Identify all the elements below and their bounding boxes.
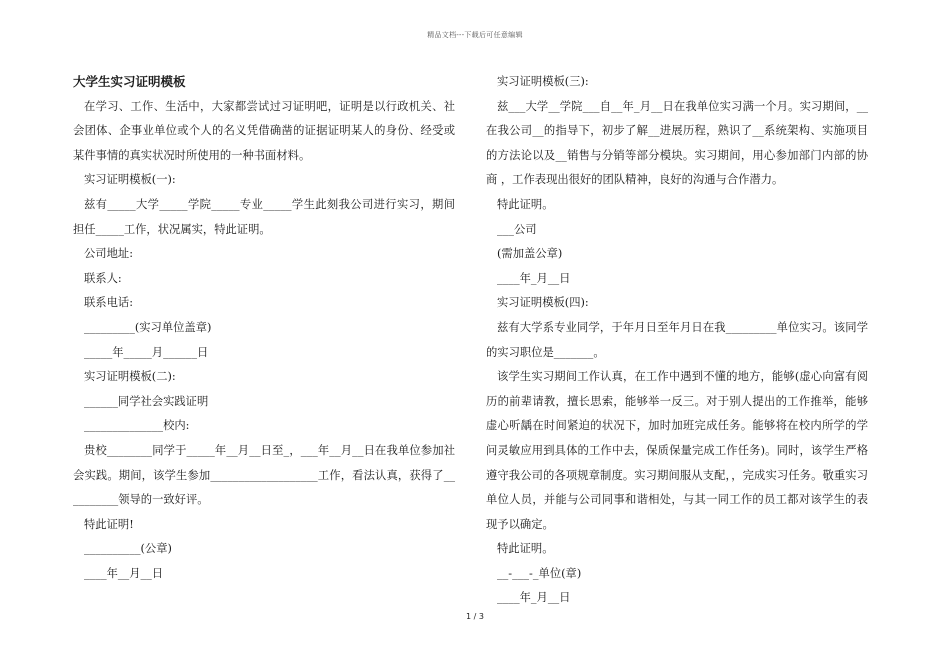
hereby-certify-line: 特此证明。 [497,197,554,211]
template-four-body: 该学生实习期间工作认真，在工作中遇到不懂的地方，能够(虚心向富有阅历的前辈请教，擅长思索，能够举一反三。对于别人提出的工作推举，能够虚心听龋在时间紧迫的状况下，加时加班完成任务。能够将在校内所学的学问灵敏应用到具体的工作中去，保质保量完成工作任务)。同时，该学生严格遵守我公司的各项规章制度。实习期间服从支配，，完成实习任务。敬重实习单位人员，并能与公司同事和谐相处，与其一同工作的员工都对该学生的表现予以确定。 [486,370,868,531]
date-line: ____年_月__日 [497,271,571,285]
template-one-heading: 实习证明模板(一): [84,173,176,187]
hereby-certify-line: 特此证明。 [497,542,554,556]
date-line: ____年__月__日 [84,566,164,580]
template-four-heading: 实习证明模板(四): [497,296,589,310]
date-line: ____年_月__日 [497,591,571,605]
template-three-heading: 实习证明模板(三): [497,75,589,88]
page-indicator: 1 / 3 [466,612,484,621]
template-one-body: 兹有_____大学_____学院_____专业_____学生此刻我公司进行实习，期间担任_____工作，状况属实，特此证明。 [73,197,455,236]
template-four-intro: 兹有大学系专业同学，于年月日至年月日在我_________单位实习。该同学的实习职位是_______。 [486,320,868,359]
practice-certificate-line: ______同学社会实践证明 [84,394,209,408]
school-salutation: ______________校内: [84,419,190,433]
right-column [486,70,868,611]
intro-paragraph: 在学习、工作、生活中，大家都尝试过习证明吧，证明是以行政机关、社会团体、企事业单位或个人的名义凭借确凿的证据证明某人的身份、经受或某件事情的真实状况时所使用的一种书面材料。 [73,99,455,162]
header-note: 精品文档---下载后可任意编辑 [427,31,523,39]
company-address-line: 公司地址: [84,247,133,261]
unit-seal-line: __-___-_单位(章) [497,566,582,580]
company-line: ___公司 [497,222,537,236]
seal-note-line: (需加盖公章) [497,247,563,261]
seal-line: _________(实习单位盖章) [84,320,212,334]
date-line: _____年_____月______日 [84,345,209,359]
template-two-heading: 实习证明模板(二): [84,370,176,384]
template-three-body: 兹___大学__学院___自__年_月__日在我单位实习满一个月。实习期间，__在我公司__的指导下，初步了解__进展历程，熟识了__系统架构、实施项目的方法论以及__销售与分销等部分模块。实习期间，用心参加部门内部的协商 ，工作表现出很好的团队精神，良好的沟通与合作潜力。 [486,99,868,187]
contact-person-line: 联系人: [84,271,122,285]
template-two-body: 贵校________同学于_____年__月__日至_，___年__月__日在我单位参加社会实践。期间，该学生参加___________________工作，看法认真，获得了__________领导的一致好评。 [73,443,455,507]
left-column [73,70,455,586]
official-seal-line: __________(公章) [84,542,172,556]
document-title: 大学生实习证明模板 [73,74,186,89]
contact-phone-line: 联系电话: [84,296,133,310]
hereby-certify-line: 特此证明! [84,517,134,531]
